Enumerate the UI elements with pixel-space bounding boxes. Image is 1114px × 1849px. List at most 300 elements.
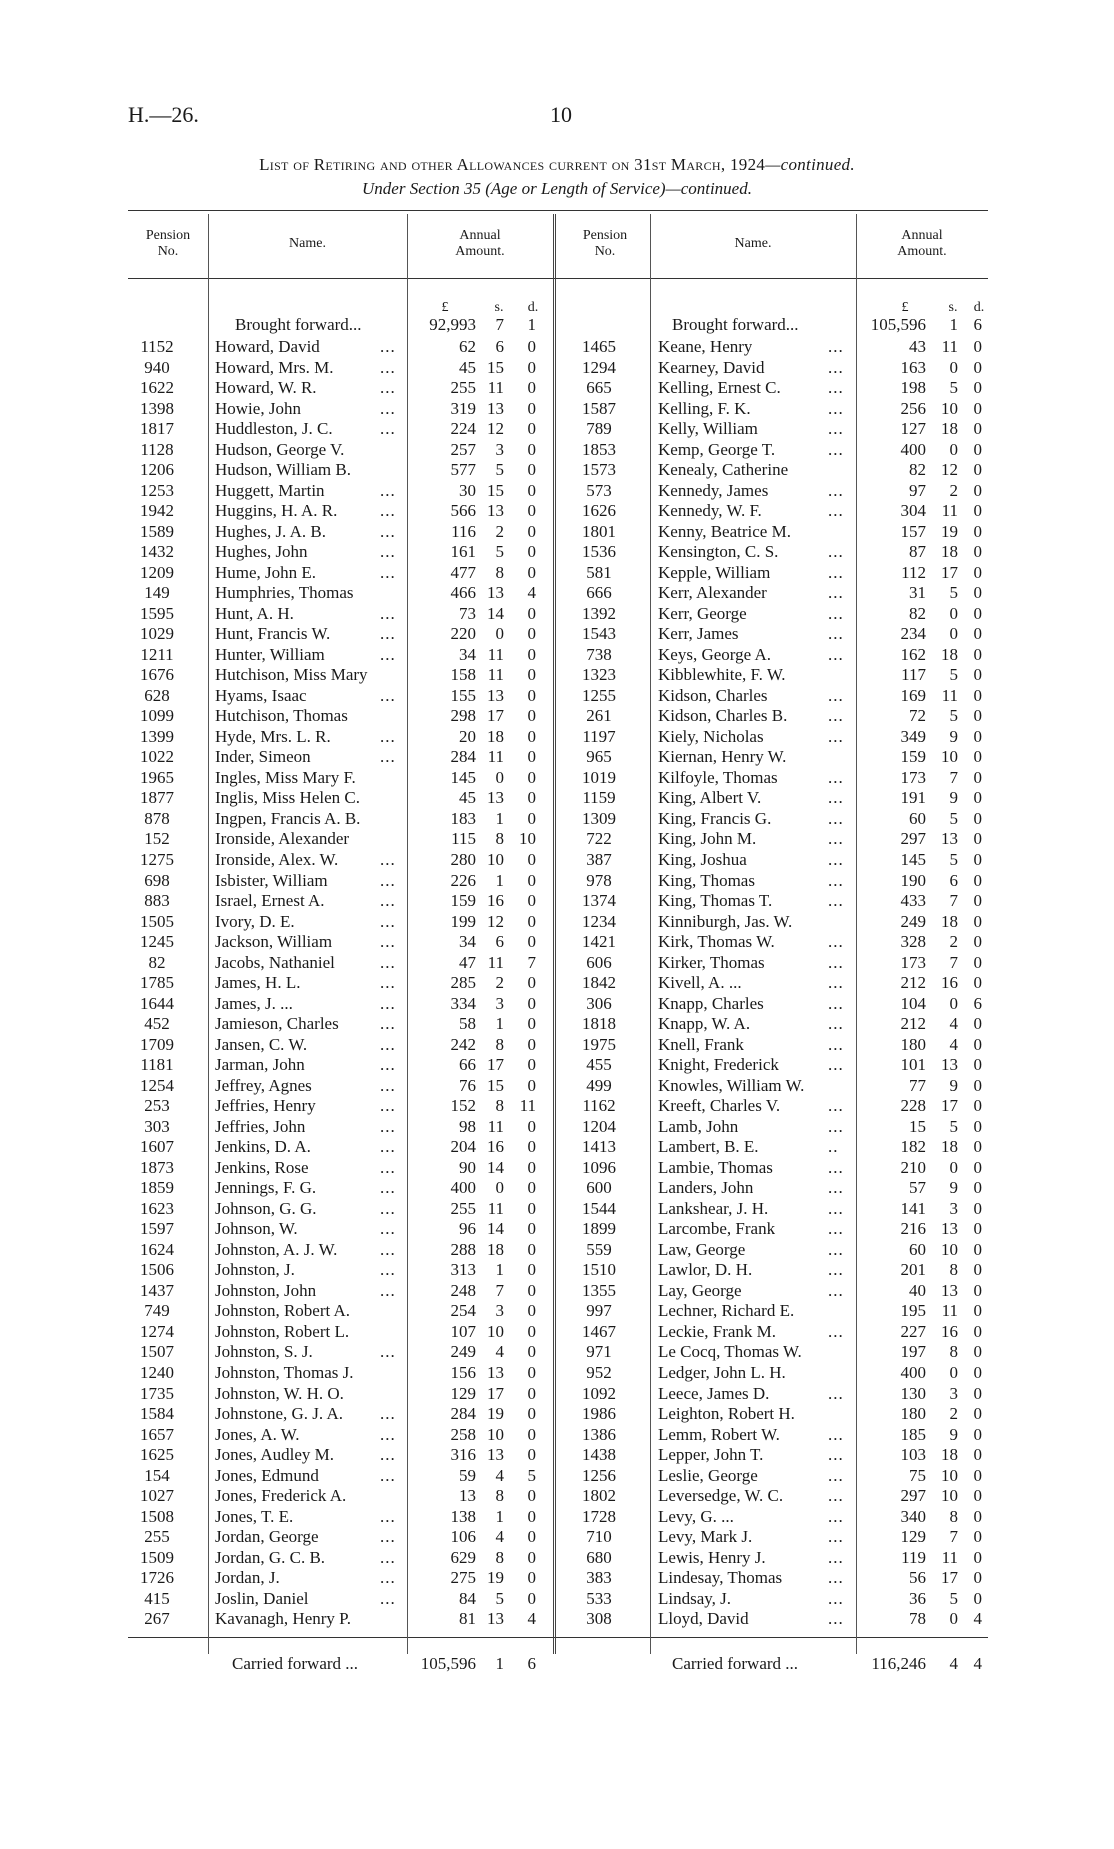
leader-dots: ... xyxy=(828,1219,844,1239)
leader-dots: ... xyxy=(828,357,844,377)
amount-pounds: 220 xyxy=(450,624,476,644)
amount-shillings: 18 xyxy=(941,911,958,931)
leader-dots: ... xyxy=(828,1198,844,1218)
amount-pounds: 103 xyxy=(900,1445,926,1465)
table-row xyxy=(0,1240,1114,1260)
leader-dots: ... xyxy=(380,1424,396,1444)
amount-pounds: 185 xyxy=(900,1424,926,1444)
amount-shillings: 10 xyxy=(487,1424,504,1444)
pension-number: 1975 xyxy=(582,1034,616,1054)
pensioner-name: Lambie, Thomas xyxy=(658,1157,773,1177)
amount-shillings: 18 xyxy=(941,419,958,439)
amount-pounds: 156 xyxy=(450,1363,476,1382)
amount-shillings: 1 xyxy=(495,870,504,890)
amount-pence: 0 xyxy=(973,1547,982,1567)
leader-dots: ... xyxy=(828,1239,844,1259)
amount-pounds: 45 xyxy=(459,788,476,808)
leader-dots: ... xyxy=(828,1055,844,1075)
amount-shillings: 14 xyxy=(487,1219,504,1239)
leader-dots: ... xyxy=(828,398,844,418)
amount-pounds: 96 xyxy=(459,1219,476,1239)
amount-shillings: 16 xyxy=(487,891,504,911)
col-head-name-right: Name. xyxy=(734,236,772,251)
leader-dots: ... xyxy=(380,850,396,869)
pensioner-name: Knapp, Charles xyxy=(658,993,764,1013)
amount-pence: 0 xyxy=(527,357,536,377)
pensioner-name: Kirker, Thomas xyxy=(658,952,765,972)
amount-shillings: 1 xyxy=(495,1654,504,1673)
amount-pounds: 284 xyxy=(450,747,476,767)
amount-pence: 0 xyxy=(973,685,982,705)
amount-pounds: 249 xyxy=(900,911,926,931)
pensioner-name: Kennedy, James xyxy=(658,480,769,500)
pension-number: 1211 xyxy=(140,644,174,664)
leader-dots: ... xyxy=(828,1280,844,1300)
pensioner-name: Kerr, Alexander xyxy=(658,583,767,603)
amount-pence: 0 xyxy=(973,726,982,746)
leader-dots: ... xyxy=(828,891,844,911)
pension-number: 1505 xyxy=(140,911,174,931)
leader-dots: ... xyxy=(380,419,396,439)
amount-shillings: 8 xyxy=(949,1342,958,1362)
pension-number: 1355 xyxy=(582,1280,616,1300)
pensioner-name: Jordan, G. C. B. xyxy=(215,1547,326,1567)
amount-shillings: 11 xyxy=(487,747,504,767)
amount-pounds: 40 xyxy=(909,1280,926,1300)
pensioner-name: King, Thomas T. xyxy=(658,891,773,911)
table-row xyxy=(0,378,1114,398)
pension-number: 1374 xyxy=(582,891,616,911)
amount-pounds: 129 xyxy=(900,1527,926,1547)
amount-shillings: 11 xyxy=(487,1116,504,1136)
amount-shillings: 6 xyxy=(495,337,504,356)
pensioner-name: Jones, Frederick A. xyxy=(215,1486,347,1506)
pensioner-name: Hughes, J. A. B. xyxy=(215,521,326,541)
amount-pence: 0 xyxy=(527,685,536,705)
table-row xyxy=(0,809,1114,829)
amount-pence: 0 xyxy=(973,788,982,808)
pensioner-name: King, John M. xyxy=(658,829,757,849)
amount-pence: 0 xyxy=(527,808,536,828)
amount-pounds: 20 xyxy=(459,726,476,746)
leader-dots: ... xyxy=(828,870,844,890)
col-head-name-left: Name. xyxy=(289,236,326,251)
pensioner-name: Jacobs, Nathaniel xyxy=(215,952,335,972)
amount-shillings: 7 xyxy=(495,1280,504,1300)
pensioner-name: Israel, Ernest A. xyxy=(215,891,325,911)
amount-pounds: 78 xyxy=(909,1609,926,1629)
amount-pence: 0 xyxy=(973,419,982,439)
table-row xyxy=(0,1363,1114,1383)
pension-number: 1159 xyxy=(582,788,616,808)
amount-pounds: 159 xyxy=(450,891,476,911)
amount-shillings: 0 xyxy=(949,1363,958,1382)
pensioner-name: Huddleston, J. C. xyxy=(215,419,333,439)
amount-shillings: 11 xyxy=(487,378,504,398)
amount-shillings: 0 xyxy=(949,1609,958,1629)
amount-pence: 0 xyxy=(527,1363,536,1382)
leader-dots: ... xyxy=(828,1445,844,1465)
pension-number: 1253 xyxy=(140,480,174,500)
amount-pounds: 173 xyxy=(900,952,926,972)
amount-shillings: 5 xyxy=(949,583,958,603)
pensioner-name: Law, George xyxy=(658,1239,746,1259)
pension-number: 1275 xyxy=(140,850,174,869)
amount-pence: 0 xyxy=(527,1321,536,1341)
amount-pence: 0 xyxy=(973,891,982,911)
amount-pounds: 197 xyxy=(900,1342,926,1362)
table-row xyxy=(0,645,1114,665)
amount-pounds: 248 xyxy=(450,1280,476,1300)
amount-pounds: 59 xyxy=(459,1465,476,1485)
pension-number: 883 xyxy=(144,891,170,911)
amount-pence: 0 xyxy=(527,398,536,418)
pensioner-name: Kiely, Nicholas xyxy=(658,726,764,746)
pension-number: 1421 xyxy=(582,932,616,952)
amount-shillings: 16 xyxy=(941,1321,958,1341)
pension-number: 1240 xyxy=(140,1363,174,1382)
pensioner-name: Johnston, J. xyxy=(215,1260,295,1280)
leader-dots: ... xyxy=(380,1075,396,1095)
pensioner-name: Lindesay, Thomas xyxy=(658,1568,783,1588)
table-row xyxy=(0,1548,1114,1568)
amount-pence: 0 xyxy=(527,870,536,890)
amount-pence: 0 xyxy=(527,1506,536,1526)
amount-pounds: 328 xyxy=(900,932,926,952)
amount-shillings: 13 xyxy=(941,1280,958,1300)
pensioner-name: Johnstone, G. J. A. xyxy=(215,1404,343,1424)
leader-dots: ... xyxy=(380,726,396,746)
table-row xyxy=(0,706,1114,726)
pension-number: 261 xyxy=(586,706,612,726)
pension-number: 878 xyxy=(144,808,170,828)
amount-shillings: 14 xyxy=(487,1157,504,1177)
pension-number: 255 xyxy=(144,1527,170,1547)
col-head-pension-no-left xyxy=(128,228,208,260)
amount-pounds: 228 xyxy=(900,1096,926,1116)
amount-pence: 0 xyxy=(527,891,536,911)
pension-number: 1029 xyxy=(140,624,174,644)
amount-pounds: 297 xyxy=(900,1486,926,1506)
pensioner-name: Huggett, Martin xyxy=(215,480,325,500)
pensioner-name: Kenealy, Catherine xyxy=(658,460,789,480)
amount-pence: 0 xyxy=(527,439,536,459)
pensioner-name: Lindsay, J. xyxy=(658,1588,732,1608)
amount-pounds: 298 xyxy=(450,706,476,726)
amount-pounds: 119 xyxy=(901,1547,926,1567)
pension-number: 1234 xyxy=(582,911,616,931)
amount-shillings: 0 xyxy=(949,1157,958,1177)
amount-pounds: 84 xyxy=(459,1588,476,1608)
amount-pence: 0 xyxy=(527,788,536,808)
amount-pence: 0 xyxy=(527,767,536,787)
table-row xyxy=(0,501,1114,521)
amount-pounds: 400 xyxy=(450,1178,476,1198)
pension-number: 1027 xyxy=(140,1486,174,1506)
amount-pence: 0 xyxy=(527,850,536,869)
amount-shillings: 2 xyxy=(949,1404,958,1424)
pension-number: 308 xyxy=(586,1609,612,1629)
pensioner-name: Hunter, William xyxy=(215,644,325,664)
amount-pence: 0 xyxy=(527,562,536,582)
leader-dots: ... xyxy=(828,952,844,972)
amount-pence: 0 xyxy=(527,1280,536,1300)
leader-dots: ... xyxy=(828,1178,844,1198)
table-row xyxy=(0,1301,1114,1321)
pension-number: 1544 xyxy=(582,1198,616,1218)
amount-shillings: 11 xyxy=(487,644,504,664)
amount-pounds: 477 xyxy=(450,562,476,582)
amount-shillings: 8 xyxy=(495,1547,504,1567)
amount-pence: 0 xyxy=(527,1301,536,1321)
amount-pounds: 258 xyxy=(450,1424,476,1444)
amount-pounds: 138 xyxy=(450,1506,476,1526)
amount-shillings: 18 xyxy=(941,1137,958,1157)
unit-pound-left: £ xyxy=(441,300,449,315)
amount-pounds: 255 xyxy=(450,378,476,398)
pensioner-name: Johnston, W. H. O. xyxy=(215,1383,344,1403)
leader-dots: ... xyxy=(828,480,844,500)
pension-number: 533 xyxy=(586,1588,612,1608)
amount-pence: 0 xyxy=(973,1075,982,1095)
amount-shillings: 10 xyxy=(941,1239,958,1259)
amount-pence: 0 xyxy=(973,1198,982,1218)
leader-dots: ... xyxy=(380,973,396,993)
table-row xyxy=(0,1589,1114,1609)
pension-number: 1438 xyxy=(582,1445,616,1465)
amount-pounds: 400 xyxy=(900,439,926,459)
pensioner-name: Johnston, Thomas J. xyxy=(215,1363,354,1382)
amount-pounds: 127 xyxy=(900,419,926,439)
amount-pounds: 117 xyxy=(901,665,926,685)
leader-dots: ... xyxy=(380,1445,396,1465)
amount-pounds: 340 xyxy=(900,1506,926,1526)
amount-shillings: 13 xyxy=(487,501,504,521)
unit-shilling-left: s. xyxy=(494,300,504,315)
pensioner-name: Howard, W. R. xyxy=(215,378,317,398)
amount-shillings: 11 xyxy=(487,952,504,972)
pension-number: 1413 xyxy=(582,1137,616,1157)
pension-number: 1092 xyxy=(582,1383,616,1403)
leader-dots: ... xyxy=(380,542,396,562)
amount-pence: 0 xyxy=(973,1137,982,1157)
amount-pence: 0 xyxy=(973,460,982,480)
pensioner-name: Isbister, William xyxy=(215,870,328,890)
amount-shillings: 4 xyxy=(949,1014,958,1034)
pensioner-name: Leslie, George xyxy=(658,1465,758,1485)
amount-shillings: 10 xyxy=(941,1465,958,1485)
amount-pence: 0 xyxy=(527,1198,536,1218)
pensioner-name: Kensington, C. S. xyxy=(658,542,779,562)
amount-pounds: 60 xyxy=(909,1239,926,1259)
amount-pence: 0 xyxy=(527,501,536,521)
leader-dots: ... xyxy=(828,419,844,439)
leader-dots: ... xyxy=(828,1568,844,1588)
pensioner-name: Lechner, Richard E. xyxy=(658,1301,795,1321)
table-row xyxy=(0,912,1114,932)
carried-forward-label-left: Carried forward ... xyxy=(232,1654,359,1673)
pension-number: 971 xyxy=(586,1342,612,1362)
pension-number: 1853 xyxy=(582,439,616,459)
amount-pence: 0 xyxy=(527,1383,536,1403)
leader-dots: ... xyxy=(828,501,844,521)
pension-number: 1096 xyxy=(582,1157,616,1177)
pension-number: 559 xyxy=(586,1239,612,1259)
pension-number: 581 xyxy=(586,562,612,582)
amount-shillings: 13 xyxy=(487,1363,504,1382)
pensioner-name: Johnston, John xyxy=(215,1280,317,1300)
leader-dots: ... xyxy=(380,1178,396,1198)
amount-pence: 0 xyxy=(527,1424,536,1444)
table-row xyxy=(0,399,1114,419)
table-row xyxy=(0,522,1114,542)
pension-number: 1510 xyxy=(582,1260,616,1280)
pensioner-name: King, Joshua xyxy=(658,850,747,869)
amount-pounds: 216 xyxy=(900,1219,926,1239)
pension-number: 1543 xyxy=(582,624,616,644)
amount-pence: 0 xyxy=(527,542,536,562)
amount-shillings: 11 xyxy=(941,337,958,356)
pensioner-name: Jenkins, Rose xyxy=(215,1157,309,1177)
leader-dots: ... xyxy=(380,1198,396,1218)
pensioner-name: Hudson, William B. xyxy=(215,460,351,480)
amount-pounds: 319 xyxy=(450,398,476,418)
leader-dots: ... xyxy=(380,1055,396,1075)
amount-shillings: 0 xyxy=(495,767,504,787)
pension-number: 1255 xyxy=(582,685,616,705)
leader-dots: ... xyxy=(380,1506,396,1526)
table-row xyxy=(0,994,1114,1014)
amount-pounds: 254 xyxy=(450,1301,476,1321)
amount-pence: 0 xyxy=(527,337,536,356)
amount-pence: 0 xyxy=(527,747,536,767)
table-row xyxy=(0,440,1114,460)
pensioner-name: Le Cocq, Thomas W. xyxy=(658,1342,802,1362)
pension-number: 1597 xyxy=(140,1219,174,1239)
table-row xyxy=(0,1117,1114,1137)
pensioner-name: Larcombe, Frank xyxy=(658,1219,776,1239)
amount-pence: 0 xyxy=(973,1055,982,1075)
amount-pence: 0 xyxy=(973,1178,982,1198)
table-row xyxy=(0,973,1114,993)
table-row xyxy=(0,932,1114,952)
leader-dots: ... xyxy=(380,1260,396,1280)
table-row xyxy=(0,583,1114,603)
amount-shillings: 16 xyxy=(941,973,958,993)
amount-pounds: 155 xyxy=(450,685,476,705)
pension-number: 1152 xyxy=(140,337,174,356)
amount-shillings: 5 xyxy=(949,665,958,685)
amount-pounds: 30 xyxy=(459,480,476,500)
amount-pence: 0 xyxy=(973,829,982,849)
amount-pence: 0 xyxy=(527,1445,536,1465)
amount-shillings: 17 xyxy=(487,1383,504,1403)
unit-pound-right: £ xyxy=(901,300,909,315)
table-row xyxy=(0,604,1114,624)
pension-number: 452 xyxy=(144,1014,170,1034)
pensioner-name: Hunt, A. H. xyxy=(215,603,294,623)
col-head-amount-right xyxy=(856,228,988,260)
pensioner-name: Kenny, Beatrice M. xyxy=(658,521,791,541)
pensioner-name: Kinniburgh, Jas. W. xyxy=(658,911,793,931)
amount-pounds: 191 xyxy=(900,788,926,808)
pensioner-name: Lewis, Henry J. xyxy=(658,1547,766,1567)
pensioner-name: Howard, Mrs. M. xyxy=(215,357,334,377)
amount-pounds: 212 xyxy=(900,1014,926,1034)
pension-number: 1256 xyxy=(582,1465,616,1485)
amount-pence: 0 xyxy=(973,665,982,685)
leader-dots: ... xyxy=(380,1116,396,1136)
pensioner-name: Jordan, George xyxy=(215,1527,319,1547)
pensioner-name: Lawlor, D. H. xyxy=(658,1260,753,1280)
pension-number: 1899 xyxy=(582,1219,616,1239)
amount-pence: 0 xyxy=(973,521,982,541)
table-row xyxy=(0,1014,1114,1034)
pension-number: 1624 xyxy=(140,1239,174,1259)
amount-pounds: 242 xyxy=(450,1034,476,1054)
pensioner-name: Jones, A. W. xyxy=(215,1424,300,1444)
amount-pence: 0 xyxy=(527,1034,536,1054)
pensioner-name: Inglis, Miss Helen C. xyxy=(215,788,360,808)
leader-dots: ... xyxy=(380,747,396,767)
amount-pence: 0 xyxy=(973,1034,982,1054)
amount-pence: 0 xyxy=(527,1588,536,1608)
leader-dots: ... xyxy=(828,1383,844,1403)
unit-pence-left: d. xyxy=(527,300,539,315)
pensioner-name: Jeffries, John xyxy=(215,1116,306,1136)
amount-pounds: 75 xyxy=(909,1465,926,1485)
amount-shillings: 10 xyxy=(487,1321,504,1341)
amount-pence: 0 xyxy=(973,1157,982,1177)
amount-pence: 0 xyxy=(527,1239,536,1259)
amount-pence: 0 xyxy=(973,337,982,356)
amount-shillings: 11 xyxy=(941,685,958,705)
amount-pounds: 234 xyxy=(900,624,926,644)
table-row xyxy=(0,1486,1114,1506)
pension-number: 1209 xyxy=(140,562,174,582)
pensioner-name: Jarman, John xyxy=(215,1055,305,1075)
pension-number: 1625 xyxy=(140,1445,174,1465)
amount-pounds: 400 xyxy=(900,1363,926,1382)
amount-pence: 0 xyxy=(973,767,982,787)
amount-pounds: 249 xyxy=(450,1342,476,1362)
brought-forward-amount-right xyxy=(0,315,1114,335)
amount-pounds: 98 xyxy=(459,1116,476,1136)
unit-shilling-right: s. xyxy=(948,300,958,315)
unit-pence-right: d. xyxy=(973,300,985,315)
pensioner-name: Hyde, Mrs. L. R. xyxy=(215,726,331,746)
pension-number: 1626 xyxy=(582,501,616,521)
amount-pence: 0 xyxy=(973,480,982,500)
leader-dots: ... xyxy=(828,1527,844,1547)
amount-pounds: 82 xyxy=(909,460,926,480)
leader-dots: ... xyxy=(828,644,844,664)
pensioner-name: Keane, Henry xyxy=(658,337,753,356)
amount-pounds: 60 xyxy=(909,808,926,828)
amount-pence: 5 xyxy=(527,1465,536,1485)
table-row xyxy=(0,1342,1114,1362)
leader-dots: ... xyxy=(380,993,396,1013)
amount-pence: 0 xyxy=(527,603,536,623)
pension-number: 965 xyxy=(586,747,612,767)
pensioner-name: Lloyd, David xyxy=(658,1609,749,1629)
amount-shillings: 9 xyxy=(949,1178,958,1198)
pension-number: 1877 xyxy=(140,788,174,808)
amount-pounds: 152 xyxy=(450,1096,476,1116)
col-head-line: Annual xyxy=(459,228,501,243)
pensioner-name: Ironside, Alex. W. xyxy=(215,850,339,869)
table-row xyxy=(0,1384,1114,1404)
